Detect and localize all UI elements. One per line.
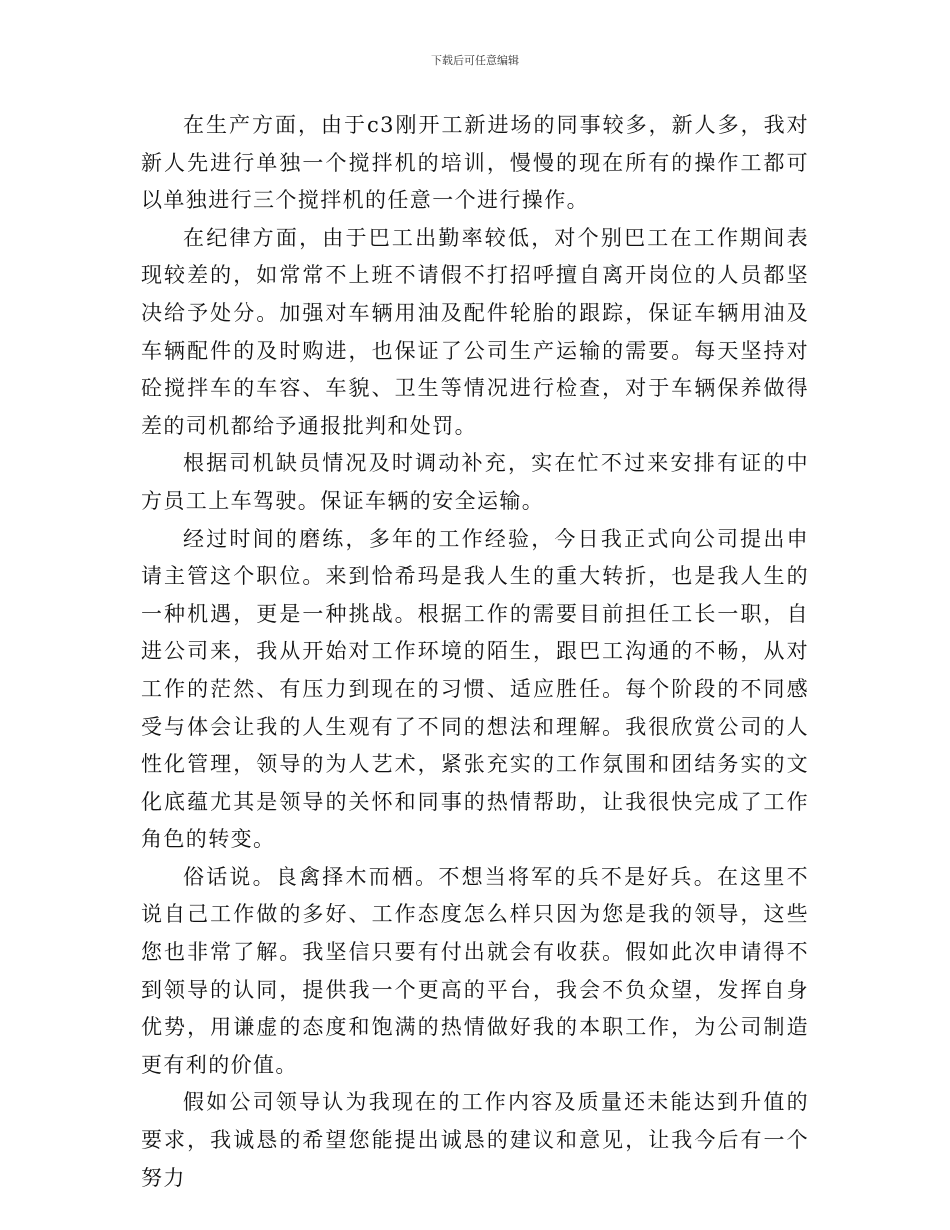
paragraph-driver-allocation: 根据司机缺员情况及时调动补充，实在忙不过来安排有证的中方员工上车驾驶。保证车辆的安全运输。 (141, 451, 809, 513)
paragraph-proverb: 俗话说。良禽择木而栖。不想当将军的兵不是好兵。在这里不说自己工作做的多好、工作态度怎么样只因为您是我的领导，这些您也非常了解。我坚信只要有付出就会有收获。假如此次申请得不到领导的认同，提供我一个更高的平台，我会不负众望，发挥自身优势，用谦虚的态度和饱满的热情做好我的本职工作，为公司制造更有利的价值。 (141, 864, 809, 1077)
paragraph-production: 在生产方面，由于c3刚开工新进场的同事较多，新人多，我对新人先进行单独一个搅拌机的培训，慢慢的现在所有的操作工都可以单独进行三个搅拌机的任意一个进行操作。 (141, 113, 809, 213)
document-body (141, 107, 809, 1197)
paragraph-discipline: 在纪律方面，由于巴工出勤率较低，对个别巴工在工作期间表现较差的，如常常不上班不请假不打招呼擅自离开岗位的人员都坚决给予处分。加强对车辆用油及配件轮胎的跟踪，保证车辆用油及车辆配件的及时购进，也保证了公司生产运输的需要。每天坚持对砼搅拌车的车容、车貌、卫生等情况进行检查，对于车辆保养做得差的司机都给予通报批判和处罚。 (141, 225, 809, 438)
page-header-note: 下载后可任意编辑 (431, 54, 519, 67)
paragraph-application: 经过时间的磨练，多年的工作经验，今日我正式向公司提出申请主管这个职位。来到恰希玛是我人生的重大转折，也是我人生的一种机遇，更是一种挑战。根据工作的需要目前担任工长一职，自进公司来，我从开始对工作环境的陌生，跟巴工沟通的不畅，从对工作的茫然、有压力到现在的习惯、适应胜任。每个阶段的不同感受与体会让我的人生观有了不同的想法和理解。我很欣赏公司的人性化管理，领导的为人艺术，紧张充实的工作氛围和团结务实的文化底蕴尤其是领导的关怀和同事的热情帮助，让我很快完成了工作角色的转变。 (141, 526, 809, 852)
paragraph-request-feedback: 假如公司领导认为我现在的工作内容及质量还未能达到升值的要求，我诚恳的希望您能提出诚恳的建议和意见，让我今后有一个努力 (141, 1090, 809, 1190)
